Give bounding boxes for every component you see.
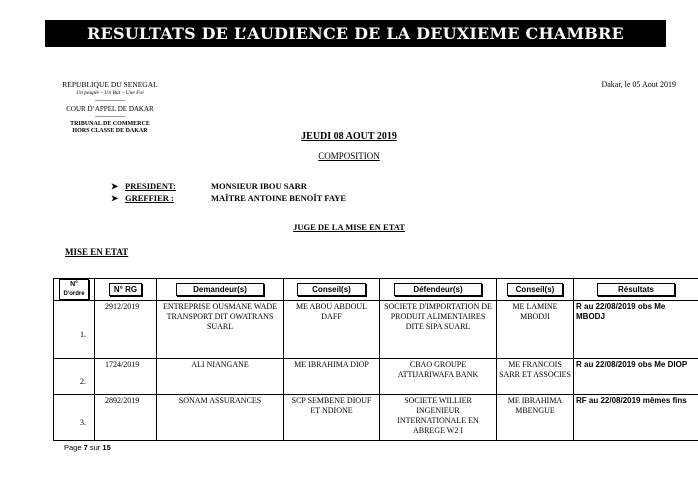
- composition-heading: COMPOSITION: [318, 151, 380, 161]
- col-header-conseil: [284, 279, 380, 301]
- hearing-date: JEUDI 08 AOUT 2019: [301, 131, 397, 142]
- cell-resultat: RF au 22/08/2019 mêmes fins: [574, 395, 698, 441]
- col-header-resultats: [574, 279, 698, 301]
- page-sep: sur: [89, 443, 101, 452]
- cell-demandeur: SONAM ASSURANCES: [157, 395, 284, 441]
- cell-rg: 2892/2019: [95, 395, 157, 441]
- motto: Un peuple – Un But – Une Foi: [76, 90, 144, 96]
- cell-demandeur: ENTREPRISE OUSMANE WADE TRANSPORT DIT OWATRANS SUARL: [157, 301, 284, 359]
- table-row: [54, 359, 698, 395]
- col-label: Résultats: [597, 283, 675, 296]
- col-header-order: [54, 279, 95, 301]
- table-header-row: [54, 279, 698, 301]
- member-name: MONSIEUR IBOU SARR: [211, 181, 307, 191]
- page-banner: RESULTATS DE L’AUDIENCE DE LA DEUXIEME CHAMBRE: [45, 20, 666, 47]
- page-number: [64, 443, 111, 452]
- col-header-defendeur: [380, 279, 497, 301]
- cell-order: 1.: [54, 301, 95, 359]
- col-label: Défendeur(s): [394, 283, 481, 296]
- cell-resultat: R au 22/08/2019 obs Me MBODJ: [574, 301, 698, 359]
- page-current: 7: [83, 443, 88, 452]
- col-label: D'ordre: [63, 291, 85, 297]
- court-label: COUR D’APPEL DE DAKAR: [66, 105, 154, 113]
- col-label: N° RG: [109, 283, 142, 296]
- document-date: Dakar, le 05 Aout 2019: [601, 80, 676, 89]
- cell-defendeur: CBAO GROUPE ATTIJARIWAFA BANK: [380, 359, 497, 395]
- arrow-bullet-icon: ➤: [111, 181, 119, 191]
- col-label: Conseil(s): [507, 283, 564, 296]
- page-prefix: Page: [64, 443, 82, 452]
- cell-rg: 1724/2019: [95, 359, 157, 395]
- col-header-rg: [95, 279, 157, 301]
- cell-rg: 2912/2019: [95, 301, 157, 359]
- table-row: [54, 301, 698, 359]
- col-label: Demandeur(s): [176, 283, 264, 296]
- results-table: [53, 278, 698, 441]
- cell-demandeur: ALI NIANGANE: [157, 359, 284, 395]
- cell-resultat: R au 22/08/2019 obs Me DIOP: [574, 359, 698, 395]
- republic-label: REPUBLIQUE DU SENEGAL: [62, 80, 158, 89]
- president-line: [111, 181, 307, 192]
- cell-conseil: SCP SEMBENE DIOUF ET NDIONE: [284, 395, 380, 441]
- cell-conseil: ME ABOU ABDOUL DAFF: [284, 301, 380, 359]
- greffier-line: [111, 193, 346, 204]
- member-role: GREFFIER :: [125, 193, 174, 203]
- page-total: 15: [102, 443, 111, 452]
- col-label: N°: [70, 281, 78, 288]
- table-row: [54, 395, 698, 441]
- arrow-bullet-icon: ➤: [111, 193, 119, 203]
- cell-conseil: ME IBRAHIMA DIOP: [284, 359, 380, 395]
- col-header-demandeur: [157, 279, 284, 301]
- cell-conseil-2: ME FRANCOIS SARR ET ASSOCIES: [497, 359, 574, 395]
- col-header-conseil-2: [497, 279, 574, 301]
- col-label: Conseil(s): [297, 283, 366, 296]
- member-role: PRESIDENT:: [125, 181, 176, 191]
- member-name: MAÎTRE ANTOINE BENOÎT FAYE: [211, 193, 347, 203]
- tribunal-label: TRIBUNAL DE COMMERCE: [70, 121, 150, 127]
- cell-defendeur: SOCIETE WILLIER INGENIEUR INTERNATIONALE EN ABREGE W2 I: [380, 395, 497, 441]
- separator: --------------------------: [94, 115, 126, 120]
- cell-conseil-2: ME IBRAHIMA MBENGUE: [497, 395, 574, 441]
- cell-defendeur: SOCIETE D'IMPORTATION DE PRODUIT ALIMENTAIRES DITE SIPA SUARL: [380, 301, 497, 359]
- institution-header: [54, 80, 166, 135]
- section-heading: JUGE DE LA MISE EN ETAT: [293, 222, 405, 232]
- cell-order: 2.: [54, 359, 95, 395]
- separator: --------------------------: [94, 99, 126, 104]
- cell-conseil-2: ME LAMINE MBODJI: [497, 301, 574, 359]
- cell-order: 3.: [54, 395, 95, 441]
- tribunal-label-2: HORS CLASSE DE DAKAR: [72, 128, 148, 134]
- subsection-heading: MISE EN ETAT: [65, 247, 129, 257]
